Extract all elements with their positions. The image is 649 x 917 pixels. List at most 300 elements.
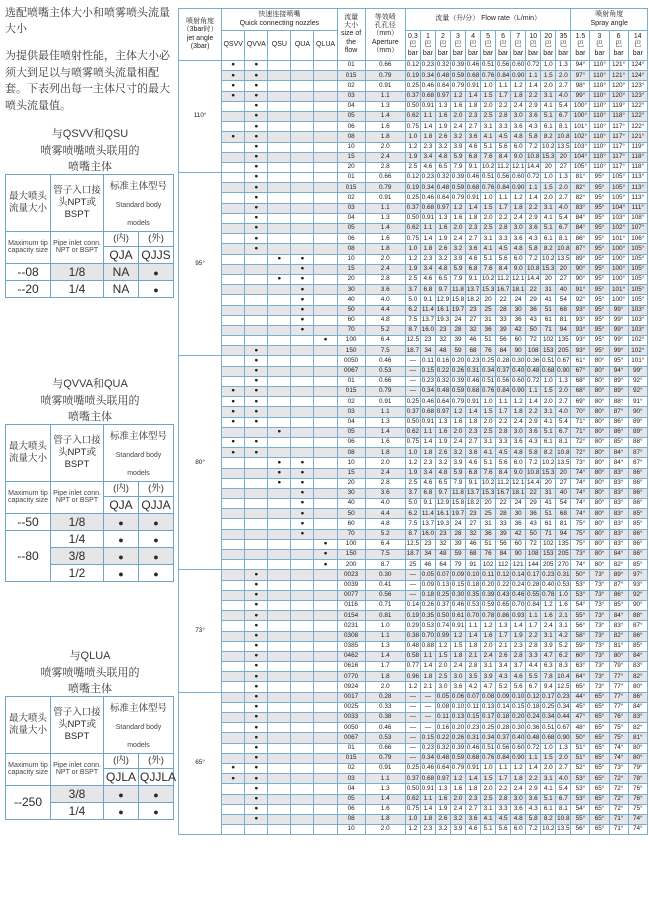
- flow-size-cell: 02: [337, 763, 365, 773]
- spray-angle-cell: 87°: [571, 244, 590, 254]
- flow-rate-cell: 0.22: [435, 366, 450, 376]
- flow-rate-cell: 0.97: [435, 407, 450, 417]
- spray-angle-cell: 74°: [571, 478, 590, 488]
- flow-rate-cell: 7.8: [541, 672, 556, 682]
- flow-size-cell: 30: [337, 285, 365, 295]
- flow-rate-cell: 0.91: [466, 397, 481, 407]
- nozzle-dot-cell: [222, 224, 245, 234]
- spray-angle-cell: 82°: [571, 193, 590, 203]
- nozzle-dot-cell: ●: [222, 407, 245, 417]
- flow-rate-cell: 1.3: [556, 376, 571, 386]
- flow-size-cell: 0116: [337, 600, 365, 610]
- flow-rate-cell: 0.75: [405, 122, 420, 132]
- table-row: [6, 175, 174, 232]
- aperture-cell: 1.4: [365, 111, 405, 121]
- flow-rate-cell: 20: [556, 264, 571, 274]
- flow-rate-cell: 0.23: [466, 356, 481, 366]
- flow-rate-cell: 2.0: [556, 387, 571, 397]
- flow-rate-cell: 11.2: [496, 162, 511, 172]
- flow-rate-cell: 24: [511, 295, 526, 305]
- flow-rate-cell: 0.90: [511, 387, 526, 397]
- flow-rate-cell: 0.22: [496, 580, 511, 590]
- spray-angle-cell: 80°: [590, 417, 609, 427]
- flow-rate-cell: 5.1: [541, 111, 556, 121]
- flow-rate-cell: 2.0: [556, 753, 571, 763]
- flow-rate-cell: 10.8: [556, 814, 571, 824]
- flow-rate-cell: 3.6: [511, 234, 526, 244]
- flow-rate-cell: 6.7: [556, 427, 571, 437]
- flow-rate-cell: —: [405, 713, 420, 723]
- nozzle-dot-cell: [314, 611, 337, 621]
- flow-rate-cell: 0.56: [496, 376, 511, 386]
- flow-rate-cell: 14.4: [526, 478, 541, 488]
- flow-rate-cell: 121: [511, 560, 526, 570]
- flow-rate-cell: 3.2: [450, 244, 465, 254]
- flow-rate-cell: 3.2: [450, 448, 465, 458]
- flow-size-cell: 10: [337, 142, 365, 152]
- nozzle-dot-cell: [268, 488, 291, 498]
- flow-rate-cell: 0.17: [526, 570, 541, 580]
- flow-rate-cell: 23: [435, 325, 450, 335]
- table-row: [179, 71, 648, 81]
- flow-rate-cell: 3.1: [481, 662, 496, 672]
- nozzle-dot-cell: [291, 437, 314, 447]
- nozzle-dot-cell: [222, 478, 245, 488]
- flow-rate-cell: 18.7: [405, 550, 420, 560]
- spray-angle-cell: 110°: [590, 101, 609, 111]
- flow-rate-cell: 1.9: [405, 152, 420, 162]
- sidebar-paragraph: 为提供最佳喷射性能，主体大小必须大到足以与喷雾喷头流量相配套。下表列出每一主体尺寸的最大喷头流量值。: [5, 50, 170, 112]
- nozzle-dot-cell: [222, 794, 245, 804]
- table-row: [179, 346, 648, 356]
- aperture-cell: 0.46: [365, 723, 405, 733]
- flow-size-cell: 0308: [337, 631, 365, 641]
- flow-size-cell: 06: [337, 234, 365, 244]
- spray-angle-cell: 85°: [609, 437, 628, 447]
- spray-angle-cell: 77°: [609, 672, 628, 682]
- flow-rate-cell: 0.28: [496, 356, 511, 366]
- aperture-cell: 3.6: [365, 488, 405, 498]
- flow-rate-cell: 0.59: [450, 753, 465, 763]
- spray-angle-cell: 64°: [571, 672, 590, 682]
- flow-rate-cell: 8.3: [556, 662, 571, 672]
- aperture-cell: 0.79: [365, 753, 405, 763]
- flow-rate-cell: 4.8: [435, 468, 450, 478]
- table-row: [179, 183, 648, 193]
- nozzle-dot-cell: ●: [245, 376, 268, 386]
- flow-rate-cell: 13.5: [556, 254, 571, 264]
- flow-rate-cell: 0.64: [435, 81, 450, 91]
- spray-angle-cell: 55°: [571, 814, 590, 824]
- flow-rate-cell: 2.7: [556, 193, 571, 203]
- col-header-pipe-conn-en: Pipe inlet conn. NPT or BSPT: [51, 232, 104, 264]
- inner-model-cell: ●: [104, 547, 139, 564]
- flow-rate-cell: 2.8: [496, 427, 511, 437]
- col-header-angle-pressure: 6 巴 bar: [609, 31, 628, 61]
- flow-rate-cell: 20: [481, 295, 496, 305]
- flow-rate-cell: 22: [526, 285, 541, 295]
- nozzle-dot-cell: ●: [291, 519, 314, 529]
- flow-rate-cell: 6.1: [541, 234, 556, 244]
- nozzle-dot-cell: [291, 753, 314, 763]
- nozzle-dot-cell: [291, 448, 314, 458]
- nozzle-dot-cell: [268, 672, 291, 682]
- flow-rate-cell: 2.0: [481, 641, 496, 651]
- spray-angle-cell: 72°: [571, 437, 590, 447]
- spray-angle-cell: 122°: [628, 101, 647, 111]
- nozzle-dot-cell: [268, 580, 291, 590]
- flow-rate-cell: 112: [496, 560, 511, 570]
- spray-angle-cell: 65°: [590, 702, 609, 712]
- outer-label: (外): [139, 754, 174, 769]
- flow-rate-cell: —: [420, 692, 435, 702]
- flow-rate-cell: 28: [496, 509, 511, 519]
- spray-angle-cell: 121°: [609, 61, 628, 71]
- nozzle-dot-cell: ●: [245, 162, 268, 172]
- flow-rate-cell: 19.7: [450, 509, 465, 519]
- flow-size-cell: 10: [337, 254, 365, 264]
- spray-angle-cell: 92°: [571, 295, 590, 305]
- flow-rate-cell: 10.4: [556, 672, 571, 682]
- flow-rate-cell: 0.75: [405, 804, 420, 814]
- aperture-cell: 1.4: [365, 224, 405, 234]
- flow-rate-cell: 102: [541, 539, 556, 549]
- flow-rate-cell: 5.1: [481, 458, 496, 468]
- table-row: [179, 550, 648, 560]
- nozzle-dot-cell: ●: [245, 763, 268, 773]
- spray-angle-cell: 94°: [609, 366, 628, 376]
- flow-rate-cell: 3.1: [541, 774, 556, 784]
- spray-angle-cell: 99°: [628, 366, 647, 376]
- spray-angle-cell: 74°: [571, 488, 590, 498]
- nozzle-dot-cell: ●: [222, 437, 245, 447]
- spray-angle-cell: 70°: [571, 407, 590, 417]
- pipe-conn-cell: 3/8: [51, 785, 104, 802]
- spray-angle-cell: 60°: [571, 651, 590, 661]
- flow-rate-cell: 1.8: [466, 101, 481, 111]
- flow-rate-cell: 1.1: [420, 794, 435, 804]
- nozzle-dot-cell: [314, 702, 337, 712]
- nozzle-dot-cell: [222, 560, 245, 570]
- table-row: [6, 482, 174, 497]
- flow-rate-cell: 54: [556, 499, 571, 509]
- flow-rate-cell: 10.8: [556, 448, 571, 458]
- flow-rate-cell: 46: [466, 336, 481, 346]
- spray-angle-cell: 86°: [609, 417, 628, 427]
- table-row: [179, 376, 648, 386]
- spray-angle-cell: 117°: [609, 152, 628, 162]
- spray-angle-cell: 86°: [628, 468, 647, 478]
- flow-rate-cell: 5.6: [496, 458, 511, 468]
- flow-rate-cell: 0.10: [466, 570, 481, 580]
- flow-rate-cell: 0.72: [526, 61, 541, 71]
- flow-size-cell: 06: [337, 437, 365, 447]
- flow-size-cell: 20: [337, 162, 365, 172]
- nozzle-dot-cell: ●: [245, 692, 268, 702]
- flow-size-cell: 01: [337, 376, 365, 386]
- table-row: [179, 529, 648, 539]
- nozzle-dot-cell: [245, 325, 268, 335]
- nozzle-dot-cell: ●: [245, 784, 268, 794]
- outer-model-cell: ●: [139, 785, 174, 802]
- flow-rate-cell: 6.0: [511, 825, 526, 835]
- flow-rate-cell: 0.46: [420, 397, 435, 407]
- col-header-angle-pressure: 3 巴 bar: [590, 31, 609, 61]
- flow-rate-cell: 22: [526, 488, 541, 498]
- flow-rate-cell: 0.68: [466, 71, 481, 81]
- flow-rate-cell: 2.0: [481, 101, 496, 111]
- flow-rate-cell: 0.68: [420, 407, 435, 417]
- flow-rate-cell: 1.2: [511, 81, 526, 91]
- flow-rate-cell: 0.84: [496, 183, 511, 193]
- flow-rate-cell: 0.68: [541, 366, 556, 376]
- nozzle-dot-cell: [291, 407, 314, 417]
- nozzle-dot-cell: [291, 387, 314, 397]
- flow-rate-cell: 1.8: [466, 417, 481, 427]
- spray-angle-cell: 95°: [590, 285, 609, 295]
- nozzle-dot-cell: [268, 397, 291, 407]
- spray-angle-cell: 117°: [609, 122, 628, 132]
- spray-angle-cell: 80°: [590, 376, 609, 386]
- flow-rate-cell: 0.15: [450, 580, 465, 590]
- nozzle-dot-cell: [222, 468, 245, 478]
- flow-rate-cell: 0.84: [496, 387, 511, 397]
- spray-angle-cell: 117°: [609, 132, 628, 142]
- spray-angle-cell: 85°: [628, 560, 647, 570]
- spray-angle-cell: 81°: [571, 173, 590, 183]
- spray-angle-cell: 102°: [628, 346, 647, 356]
- flow-size-cell: 03: [337, 407, 365, 417]
- flow-rate-cell: 1.6: [450, 417, 465, 427]
- flow-rate-cell: 8.1: [556, 804, 571, 814]
- col-header-standard-body: 标准主体型号 Standard body models: [104, 425, 174, 482]
- nozzle-dot-cell: [222, 590, 245, 600]
- col-header-nozzle-qsu: QSU: [268, 31, 291, 61]
- flow-rate-cell: 0.50: [405, 784, 420, 794]
- flow-rate-cell: 2.8: [496, 111, 511, 121]
- table-row: [179, 264, 648, 274]
- flow-rate-cell: 0.46: [466, 173, 481, 183]
- spray-angle-cell: 100°: [609, 295, 628, 305]
- flow-rate-cell: 8.2: [541, 244, 556, 254]
- flow-rate-cell: 2.4: [450, 234, 465, 244]
- flow-rate-cell: 3.9: [450, 142, 465, 152]
- aperture-cell: 6.4: [365, 539, 405, 549]
- main-table-container: [178, 8, 648, 835]
- aperture-cell: 1.4: [365, 794, 405, 804]
- flow-rate-cell: —: [405, 733, 420, 743]
- table-row: [179, 203, 648, 213]
- flow-rate-cell: 3.0: [511, 427, 526, 437]
- nozzle-dot-cell: [222, 651, 245, 661]
- spray-angle-cell: 105°: [628, 254, 647, 264]
- flow-rate-cell: 1.7: [496, 407, 511, 417]
- nozzle-dot-cell: [268, 376, 291, 386]
- flow-rate-cell: 0.34: [556, 702, 571, 712]
- flow-rate-cell: 2.0: [541, 763, 556, 773]
- spray-angle-cell: 80°: [609, 651, 628, 661]
- nozzle-dot-cell: [245, 478, 268, 488]
- spray-angle-cell: 50°: [571, 570, 590, 580]
- table-row: [179, 794, 648, 804]
- nozzle-dot-cell: [222, 621, 245, 631]
- nozzle-dot-cell: [245, 274, 268, 284]
- aperture-cell: 1.8: [365, 244, 405, 254]
- spray-angle-cell: 86°: [571, 234, 590, 244]
- spray-angle-cell: 72°: [609, 804, 628, 814]
- flow-rate-cell: 1.3: [556, 743, 571, 753]
- sidebar-table-row: [6, 513, 174, 530]
- flow-rate-cell: 4.6: [420, 274, 435, 284]
- flow-rate-cell: 1.0: [556, 590, 571, 600]
- nozzle-dot-cell: [291, 183, 314, 193]
- flow-rate-cell: 2.1: [556, 611, 571, 621]
- flow-rate-cell: 0.70: [466, 611, 481, 621]
- flow-rate-cell: 0.58: [405, 651, 420, 661]
- nozzle-dot-cell: [222, 641, 245, 651]
- flow-size-cell: 015: [337, 71, 365, 81]
- nozzle-dot-cell: [314, 224, 337, 234]
- flow-rate-cell: 24: [450, 315, 465, 325]
- table-row: [179, 366, 648, 376]
- flow-rate-cell: 4.3: [526, 437, 541, 447]
- spray-angle-cell: 77°: [609, 692, 628, 702]
- flow-rate-cell: 0.48: [435, 71, 450, 81]
- nozzle-dot-cell: [268, 61, 291, 71]
- nozzle-dot-cell: [268, 621, 291, 631]
- table-row: [179, 651, 648, 661]
- flow-rate-cell: 0.22: [435, 733, 450, 743]
- sidebar-table-row: [6, 263, 174, 280]
- spray-angle-cell: 88°: [609, 397, 628, 407]
- spray-angle-cell: 69°: [571, 397, 590, 407]
- flow-rate-cell: 0.05: [435, 692, 450, 702]
- flow-rate-cell: 6.7: [526, 682, 541, 692]
- nozzle-dot-cell: ●: [245, 91, 268, 101]
- flow-rate-cell: 8.1: [556, 234, 571, 244]
- aperture-cell: 2.0: [365, 142, 405, 152]
- flow-rate-cell: 0.15: [466, 713, 481, 723]
- spray-angle-cell: 85°: [628, 641, 647, 651]
- col-header-pipe-conn: 管子入口接头NPT或BSPT: [51, 175, 104, 232]
- spray-angle-cell: 73°: [590, 611, 609, 621]
- aperture-cell: 2.4: [365, 152, 405, 162]
- flow-rate-cell: 3.5: [466, 672, 481, 682]
- table-row: [179, 641, 648, 651]
- col-header-standard-body: 标准主体型号 Standard body models: [104, 175, 174, 232]
- spray-angle-cell: 108°: [628, 213, 647, 223]
- pipe-conn-cell: 1/4: [51, 530, 104, 547]
- flow-rate-cell: 0.91: [420, 784, 435, 794]
- spray-angle-cell: 88°: [628, 611, 647, 621]
- flow-rate-cell: 5.4: [556, 784, 571, 794]
- spray-angle-cell: 95°: [590, 244, 609, 254]
- flow-rate-cell: 0.37: [496, 366, 511, 376]
- nozzle-dot-cell: [291, 417, 314, 427]
- flow-size-cell: 03: [337, 91, 365, 101]
- flow-rate-cell: 4.1: [481, 814, 496, 824]
- nozzle-dot-cell: ●: [245, 570, 268, 580]
- flow-rate-cell: 2.9: [526, 213, 541, 223]
- nozzle-dot-cell: [222, 274, 245, 284]
- flow-rate-cell: 9.0: [511, 264, 526, 274]
- flow-rate-cell: 1.8: [420, 244, 435, 254]
- spray-angle-cell: 48°: [571, 723, 590, 733]
- aperture-cell: 0.91: [365, 397, 405, 407]
- nozzle-dot-cell: ●: [245, 152, 268, 162]
- flow-rate-cell: 1.2: [450, 631, 465, 641]
- spray-angle-cell: 77°: [609, 702, 628, 712]
- flow-rate-cell: 1.4: [466, 774, 481, 784]
- nozzle-dot-cell: [291, 376, 314, 386]
- flow-size-cell: 0462: [337, 651, 365, 661]
- nozzle-dot-cell: [314, 356, 337, 366]
- flow-rate-cell: 0.13: [481, 702, 496, 712]
- nozzle-dot-cell: ●: [245, 122, 268, 132]
- flow-rate-cell: —: [405, 580, 420, 590]
- flow-size-cell: 60: [337, 315, 365, 325]
- spray-angle-cell: 120°: [609, 81, 628, 91]
- flow-rate-cell: 1.8: [420, 132, 435, 142]
- spray-angle-cell: 84°: [609, 550, 628, 560]
- flow-rate-cell: 0.18: [420, 590, 435, 600]
- spray-angle-cell: 100°: [609, 274, 628, 284]
- flow-rate-cell: 5.5: [526, 672, 541, 682]
- nozzle-dot-cell: [268, 713, 291, 723]
- flow-rate-cell: 4.5: [496, 244, 511, 254]
- flow-rate-cell: 4.1: [541, 101, 556, 111]
- flow-rate-cell: 0.12: [405, 173, 420, 183]
- nozzle-dot-cell: ●: [222, 397, 245, 407]
- flow-size-cell: 0050: [337, 356, 365, 366]
- flow-size-cell: 0385: [337, 641, 365, 651]
- flow-rate-cell: 18.1: [511, 285, 526, 295]
- inner-model-cell: ●: [104, 802, 139, 819]
- flow-rate-cell: 0.09: [420, 580, 435, 590]
- spray-angle-cell: 73°: [609, 763, 628, 773]
- flow-rate-cell: 6.1: [541, 122, 556, 132]
- spray-angle-cell: 63°: [571, 662, 590, 672]
- flow-rate-cell: 5.8: [526, 814, 541, 824]
- flow-rate-cell: 16.0: [420, 529, 435, 539]
- flow-rate-cell: 51: [541, 509, 556, 519]
- spray-angle-cell: 102°: [609, 224, 628, 234]
- flow-rate-cell: 5.4: [556, 101, 571, 111]
- flow-rate-cell: 0.91: [420, 417, 435, 427]
- flow-rate-cell: 0.23: [466, 723, 481, 733]
- nozzle-dot-cell: [268, 213, 291, 223]
- flow-rate-cell: 1.5: [541, 387, 556, 397]
- spray-angle-cell: 103°: [628, 325, 647, 335]
- spray-angle-cell: 86°: [628, 499, 647, 509]
- table-row: [179, 825, 648, 835]
- spray-angle-cell: 72°: [571, 448, 590, 458]
- flow-rate-cell: 0.31: [466, 366, 481, 376]
- spray-angle-cell: 84°: [609, 448, 628, 458]
- spray-angle-cell: 110°: [590, 122, 609, 132]
- flow-rate-cell: 0.90: [511, 71, 526, 81]
- flow-rate-cell: 5.1: [541, 427, 556, 437]
- pipe-conn-cell: 1/4: [51, 802, 104, 819]
- col-header-capacity-en: Maximum tip capacity size: [6, 232, 51, 264]
- aperture-cell: 0.66: [365, 743, 405, 753]
- flow-rate-cell: 6.8: [420, 285, 435, 295]
- table-row: [179, 111, 648, 121]
- flow-rate-cell: 20: [541, 478, 556, 488]
- nozzle-dot-cell: [222, 244, 245, 254]
- nozzle-dot-cell: [268, 733, 291, 743]
- col-header-angle-pressure: 14 巴 bar: [628, 31, 647, 61]
